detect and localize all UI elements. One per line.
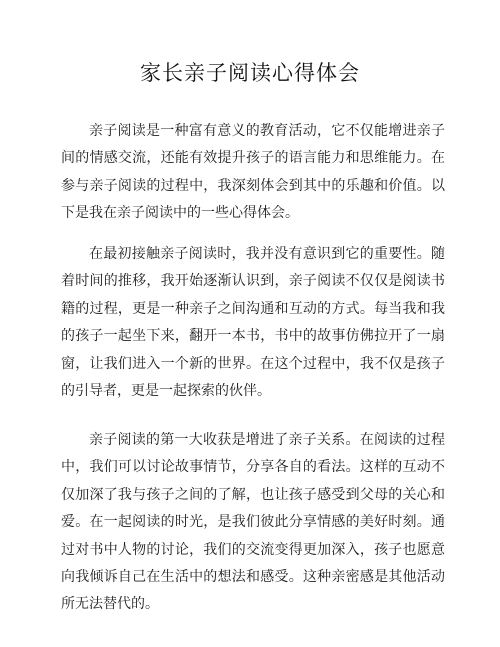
paragraph-first-contact: 在最初接触亲子阅读时，我并没有意识到它的重要性。随着时间的推移，我开始逐渐认识到，亲子阅读不仅仅是阅读书籍的过程，更是一种亲子之间沟通和互动的方式。每当我和我的孩子一起坐下来，翻开一本书，书中的故事仿佛拉开了一扇窗，让我们进入一个新的世界。在这个过程中，我不仅是孩子的引导者，更是一起探索的伙伴。 [61, 246, 445, 400]
paragraph-intro: 亲子阅读是一种富有意义的教育活动，它不仅能增进亲子间的情感交流，还能有效提升孩子的语言能力和思维能力。在参与亲子阅读的过程中，我深刻体会到其中的乐趣和价值。以下是我在亲子阅读中的一些心得体会。 [61, 123, 445, 222]
document-title: 家长亲子阅读心得体会 [140, 61, 360, 85]
paragraph-relationship: 亲子阅读的第一大收获是增进了亲子关系。在阅读的过程中，我们可以讨论故事情节，分享各自的看法。这样的互动不仅加深了我与孩子之间的了解，也让孩子感受到父母的关心和爱。在一起阅读的时光，是我们彼此分享情感的美好时刻。通过对书中人物的讨论，我们的交流变得更加深入，孩子也愿意向我倾诉自己在生活中的想法和感受。这种亲密感是其他活动所无法替代的。 [61, 432, 445, 613]
